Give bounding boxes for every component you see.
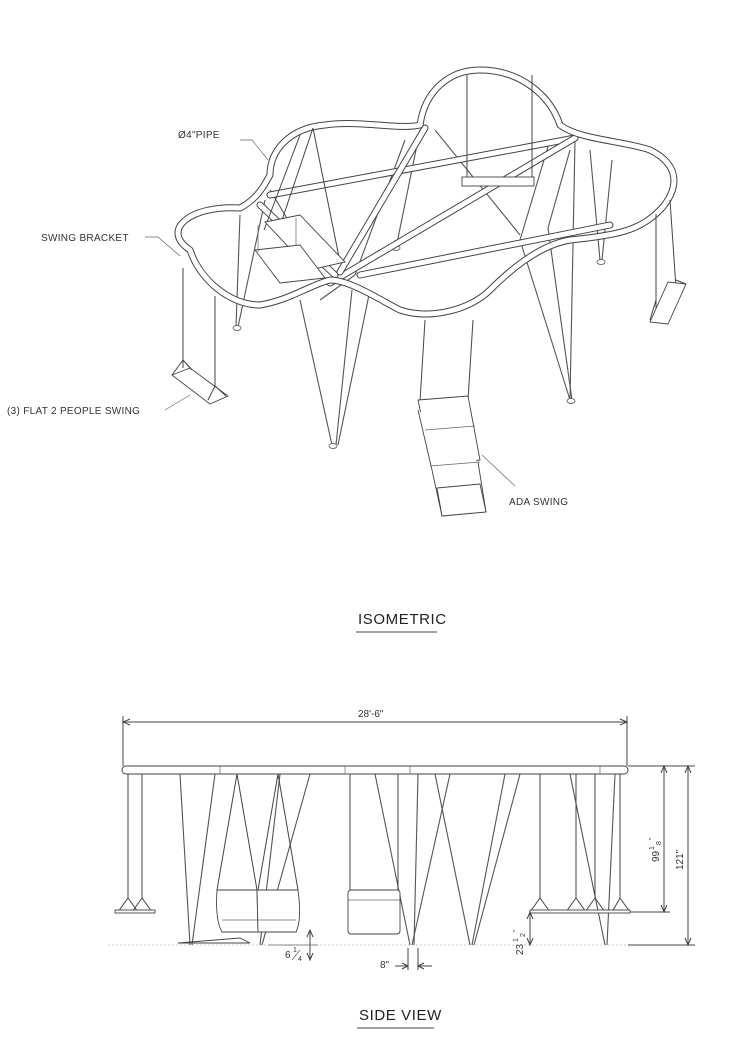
callout-pipe bbox=[178, 130, 268, 160]
dim-height-overall-label: 121" bbox=[675, 849, 686, 870]
dim-height-seat-den: 8 bbox=[656, 841, 663, 845]
callout-flat-swing bbox=[7, 395, 190, 417]
dim-seat-clearance-den: 2 bbox=[520, 933, 527, 937]
side-swing-flat-left bbox=[115, 774, 155, 913]
top-rail-pipe bbox=[178, 70, 674, 314]
isometric-view bbox=[7, 70, 686, 632]
callout-pipe-label: Ø4"PIPE bbox=[178, 130, 220, 141]
side-swing-ada-left bbox=[178, 774, 300, 943]
callout-bracket-label: SWING BRACKET bbox=[41, 233, 129, 244]
callout-ada-swing bbox=[482, 455, 568, 508]
dim-height-seat-num: 1 bbox=[649, 846, 656, 850]
dim-seat-clearance bbox=[513, 912, 533, 955]
side-swing-flat-right bbox=[530, 774, 630, 913]
dim-ramp bbox=[268, 930, 318, 963]
dim-ramp-den: 4 bbox=[298, 956, 302, 963]
dim-heights bbox=[628, 766, 695, 945]
dim-seat-clearance-unit: " bbox=[513, 929, 520, 932]
swing-ada-front bbox=[418, 320, 486, 516]
callout-bracket bbox=[41, 233, 180, 256]
dim-ramp-whole: 6 bbox=[285, 950, 291, 961]
side-top-rail bbox=[122, 766, 628, 774]
dim-overall-width bbox=[123, 709, 627, 766]
dim-ramp-num: 1 bbox=[293, 947, 297, 954]
isometric-title: ISOMETRIC bbox=[358, 611, 447, 628]
dim-seat-clearance-num: 1 bbox=[513, 938, 520, 942]
dim-post-width-label: 8" bbox=[380, 960, 390, 971]
dim-seat-clearance-whole: 23 bbox=[515, 943, 526, 955]
callout-flat-swing-label: (3) FLAT 2 PEOPLE SWING bbox=[7, 406, 141, 417]
side-view bbox=[108, 709, 695, 1028]
dim-overall-width-label: 28'-6" bbox=[358, 709, 384, 720]
dim-height-seat-whole: 99 bbox=[651, 850, 662, 862]
dim-height-seat-unit: " bbox=[649, 837, 656, 840]
side-view-title: SIDE VIEW bbox=[359, 1007, 442, 1024]
callout-ada-swing-label: ADA SWING bbox=[509, 497, 569, 508]
swing-ada-back bbox=[255, 128, 345, 283]
dim-post-width bbox=[380, 948, 432, 971]
side-swing-ada-center bbox=[348, 774, 400, 934]
